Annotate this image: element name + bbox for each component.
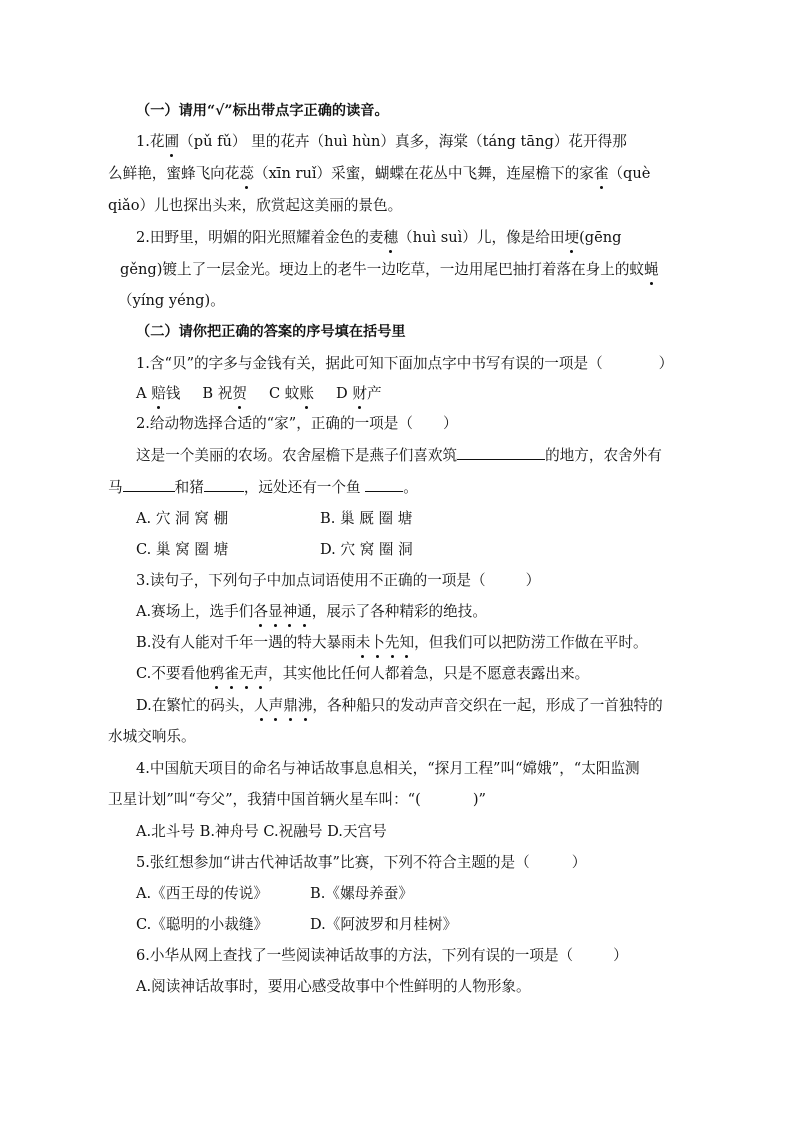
s1-p1-line2: 么鲜艳，蜜蜂飞向花蕊（xīn ruǐ）采蜜，蝴蝶在花丛中飞舞，连屋檐下的家雀（què	[108, 165, 651, 182]
dotted-char: 知	[399, 634, 415, 651]
dotted-char: 各	[253, 603, 268, 620]
dotted-char: 账	[299, 385, 314, 402]
q2-option-b: B. 巢 厩 圈 塘	[320, 510, 413, 527]
dotted-phrase	[253, 603, 311, 620]
s1-p2-line2: gěng)镀上了一层金光。埂边上的老牛一边吃草，一边用尾巴抽打着落在身上的蚊蝇	[120, 261, 659, 278]
dotted-char: 鸦	[209, 665, 225, 682]
dotted-phrase	[210, 665, 268, 682]
q4-options: A.北斗号 B.神舟号 C.祝融号 D.天宫号	[136, 823, 387, 840]
section-1-title: （一）请用“√”标出带点字正确的读音。	[136, 103, 389, 119]
dotted-char: 贺	[232, 385, 247, 402]
fill-blank[interactable]	[457, 445, 545, 460]
q2-sentence-line2: 马 和猪 ，远处还有一个鱼 。	[108, 479, 418, 496]
fill-blank[interactable]	[204, 477, 244, 492]
dotted-phrase	[254, 697, 312, 714]
dotted-char: 鼎	[283, 697, 298, 714]
section-2-title: （二）请你把正确的答案的序号填在括号里	[136, 324, 406, 340]
dotted-char: 声	[268, 697, 284, 714]
dotted-char: 雀	[224, 665, 239, 682]
q5-option-c: C.《聪明的小裁缝》	[136, 916, 269, 933]
dotted-char: 圃	[164, 133, 180, 150]
dotted-char: 通	[297, 603, 312, 620]
dotted-char: 显	[267, 603, 283, 620]
dotted-char: 无	[238, 665, 254, 682]
q5-option-a: A.《西王母的传说》	[136, 885, 268, 902]
dotted-char: 先	[384, 634, 400, 651]
q4-stem-line1: 4.中国航天项目的命名与神话故事息息相关，“探月工程”叫“嫦娥”，“太阳监测	[136, 760, 640, 777]
q2-option-a: A. 穴 洞 窝 棚	[136, 510, 229, 527]
q3-option-d: D.在繁忙的码头，人声鼎沸，各种船只的发动声音交织在一起，形成了一首独特的	[136, 697, 663, 714]
dotted-char: 卜	[370, 634, 385, 651]
q3-option-d-cont: 水城交响乐。	[108, 728, 196, 745]
s1-p2-line1: 2.田野里，明媚的阳光照耀着金色的麦穗（huì suì）儿，像是给田埂(gēng	[136, 229, 622, 246]
dotted-char: 声	[253, 665, 269, 682]
fill-blank[interactable]	[365, 477, 403, 492]
dotted-phrase	[356, 634, 414, 651]
q1-stem: 1.含“贝”的字多与金钱有关，据此可知下面加点字中书写有误的一项是（ ）	[136, 355, 674, 372]
s1-p1-line3: qiǎo）儿也探出头来，欣赏起这美丽的景色。	[108, 197, 403, 214]
dotted-char: 沸	[297, 697, 313, 714]
q5-option-d: D.《阿波罗和月桂树》	[310, 916, 458, 933]
s1-p1-line1: 1.花圃（pǔ fǔ） 里的花卉（huì hùn）真多，海棠（táng tāng）花开得那	[136, 133, 627, 150]
q1-options: A 赔钱 B 祝贺 C 蚊账 D 财产	[136, 385, 382, 402]
q2-sentence-line1: 这是一个美丽的农场。农舍屋檐下是燕子们喜欢筑 的地方，农舍外有	[136, 447, 662, 464]
dotted-char: 赔	[151, 385, 166, 402]
dotted-char: 雀	[593, 165, 609, 182]
q2-stem: 2.给动物选择合适的“家”，正确的一项是（ ）	[136, 415, 458, 432]
dotted-char: 蕊	[239, 165, 254, 182]
q3-option-b: B.没有人能对千年一遇的特大暴雨未卜先知，但我们可以把防涝工作做在平时。	[136, 634, 648, 651]
q2-option-c: C. 巢 窝 圈 塘	[136, 541, 229, 558]
dotted-char: 神	[282, 603, 298, 620]
s1-p2-line3: （yíng yéng)。	[118, 292, 225, 309]
q2-option-d: D. 穴 窝 圈 洞	[320, 541, 413, 558]
q4-stem-line2: 卫星计划”叫“夸父”，我猜中国首辆火星车叫：“( )”	[108, 791, 486, 808]
dotted-char: 人	[253, 697, 269, 714]
q5-stem: 5.张红想参加“讲古代神话故事”比赛，下列不符合主题的是（ ）	[136, 854, 587, 871]
q6-stem: 6.小华从网上查找了一些阅读神话故事的方法，下列有误的一项是（ ）	[136, 947, 628, 964]
q3-stem: 3.读句子，下列句子中加点词语使用不正确的一项是（ ）	[136, 572, 541, 589]
q5-option-b: B.《嫘母养蚕》	[310, 885, 413, 902]
dotted-char: 埂	[564, 229, 580, 246]
dotted-char: 穗	[383, 229, 399, 246]
dotted-char: 蝇	[644, 261, 659, 278]
fill-blank[interactable]	[123, 477, 175, 492]
dotted-char: 未	[355, 634, 371, 651]
dotted-char: 财	[352, 385, 367, 402]
q3-option-a: A.赛场上，选手们各显神通，展示了各种精彩的绝技。	[136, 603, 487, 620]
q3-option-c: C.不要看他鸦雀无声，其实他比任何人都着急，只是不愿意表露出来。	[136, 665, 590, 682]
q6-option-a: A.阅读神话故事时，要用心感受故事中个性鲜明的人物形象。	[136, 978, 531, 995]
